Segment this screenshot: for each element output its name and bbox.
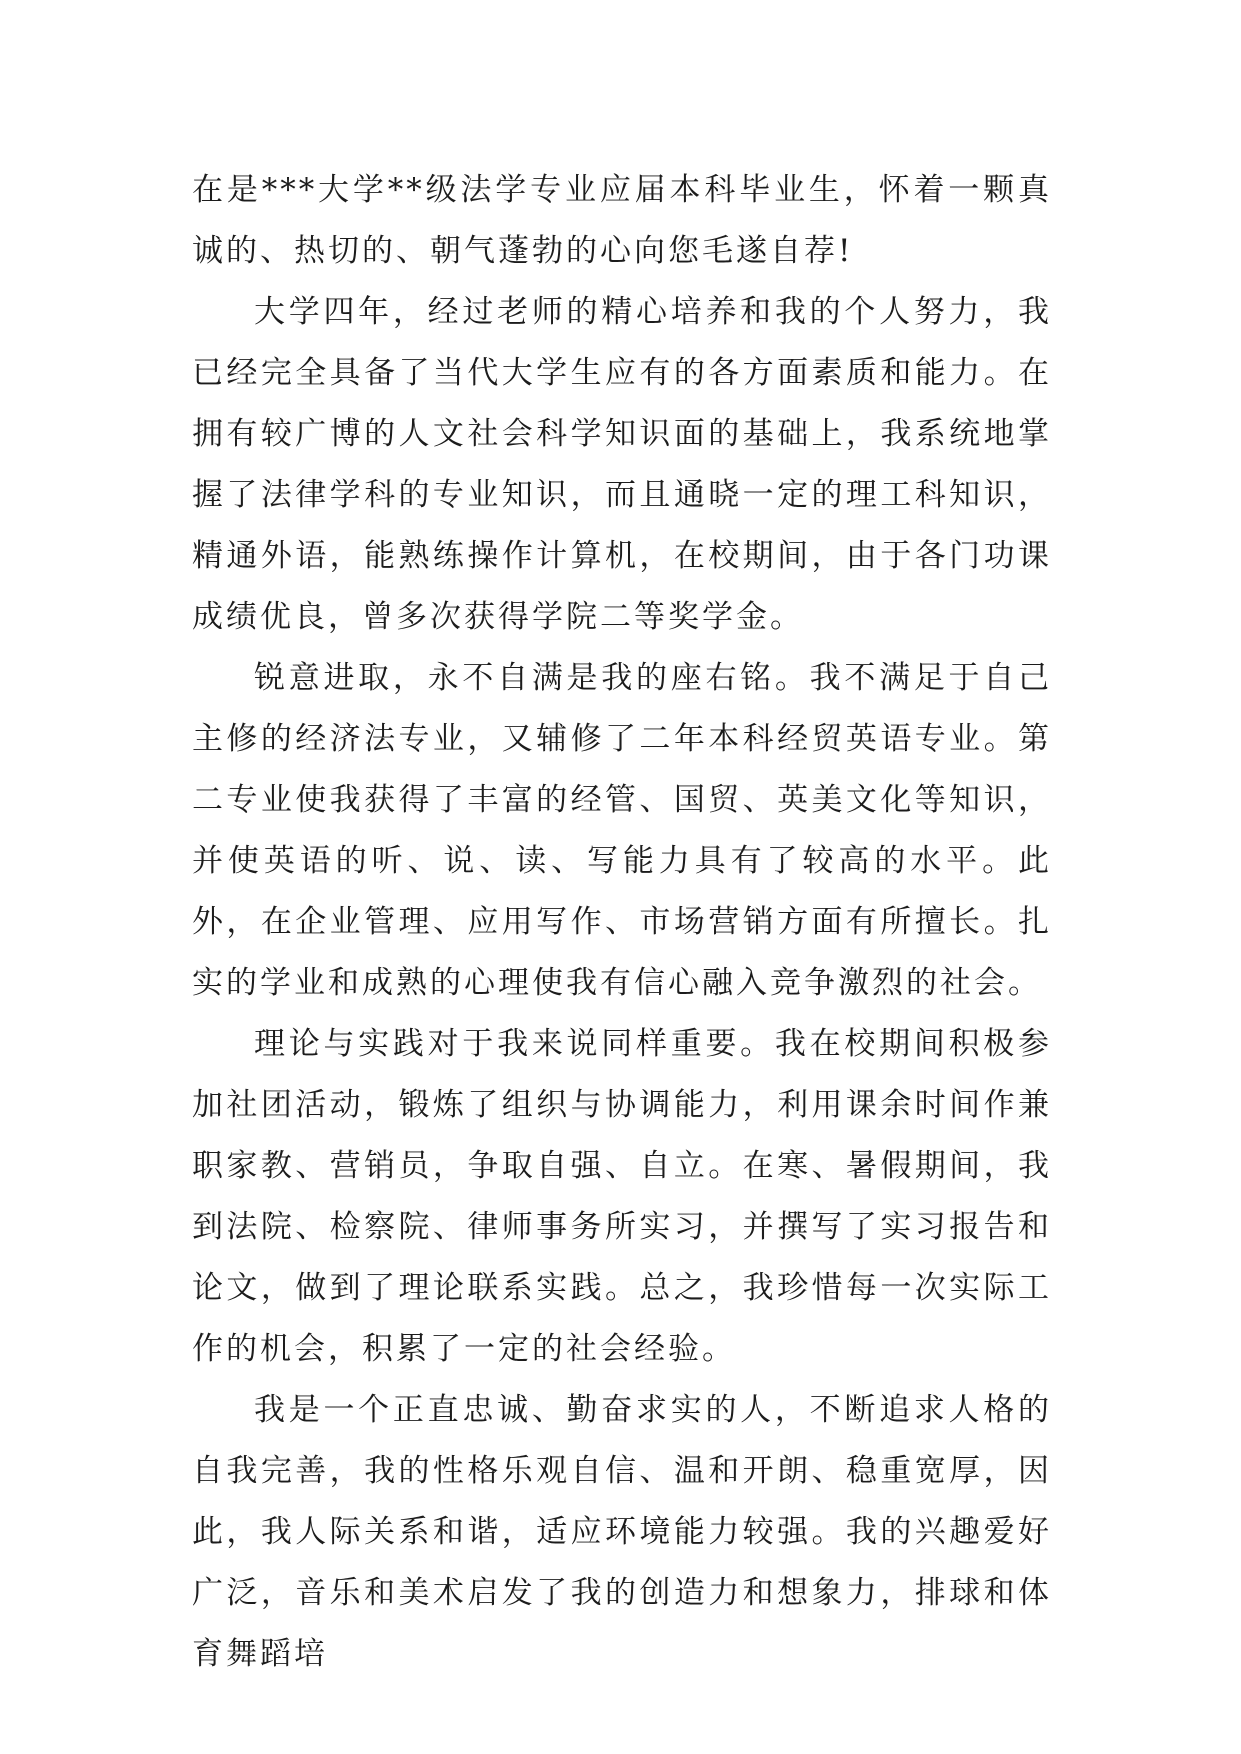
paragraph-2: 大学四年，经过老师的精心培养和我的个人努力，我已经完全具备了当代大学生应有的各方面素质和能力。在拥有较广博的人文社会科学知识面的基础上，我系统地掌握了法律学科的专业知识，而且通晓一定的理工科知识，精通外语，能熟练操作计算机，在校期间，由于各门功课成绩优良，曾多次获得学院二等奖学金。 [192,294,1052,635]
paragraph-1: 在是***大学**级法学专业应届本科毕业生，怀着一颗真诚的、热切的、朝气蓬勃的心向您毛遂自荐! [192,172,1052,269]
paragraph-3: 锐意进取，永不自满是我的座右铭。我不满足于自己主修的经济法专业，又辅修了二年本科经贸英语专业。第二专业使我获得了丰富的经管、国贸、英美文化等知识，并使英语的听、说、读、写能力具有了较高的水平。此外，在企业管理、应用写作、市场营销方面有所擅长。扎实的学业和成熟的心理使我有信心融入竞争激烈的社会。 [192,660,1052,1001]
paragraph-4: 理论与实践对于我来说同样重要。我在校期间积极参加社团活动，锻炼了组织与协调能力，利用课余时间作兼职家教、营销员，争取自强、自立。在寒、暑假期间，我到法院、检察院、律师事务所实习，并撰写了实习报告和论文，做到了理论联系实践。总之，我珍惜每一次实际工作的机会，积累了一定的社会经验。 [192,1026,1052,1367]
paragraph-5: 我是一个正直忠诚、勤奋求实的人，不断追求人格的自我完善，我的性格乐观自信、温和开朗、稳重宽厚，因此，我人际关系和谐，适应环境能力较强。我的兴趣爱好广泛，音乐和美术启发了我的创造力和想象力，排球和体育舞蹈培 [192,1392,1052,1672]
document-body [192,160,1052,1685]
